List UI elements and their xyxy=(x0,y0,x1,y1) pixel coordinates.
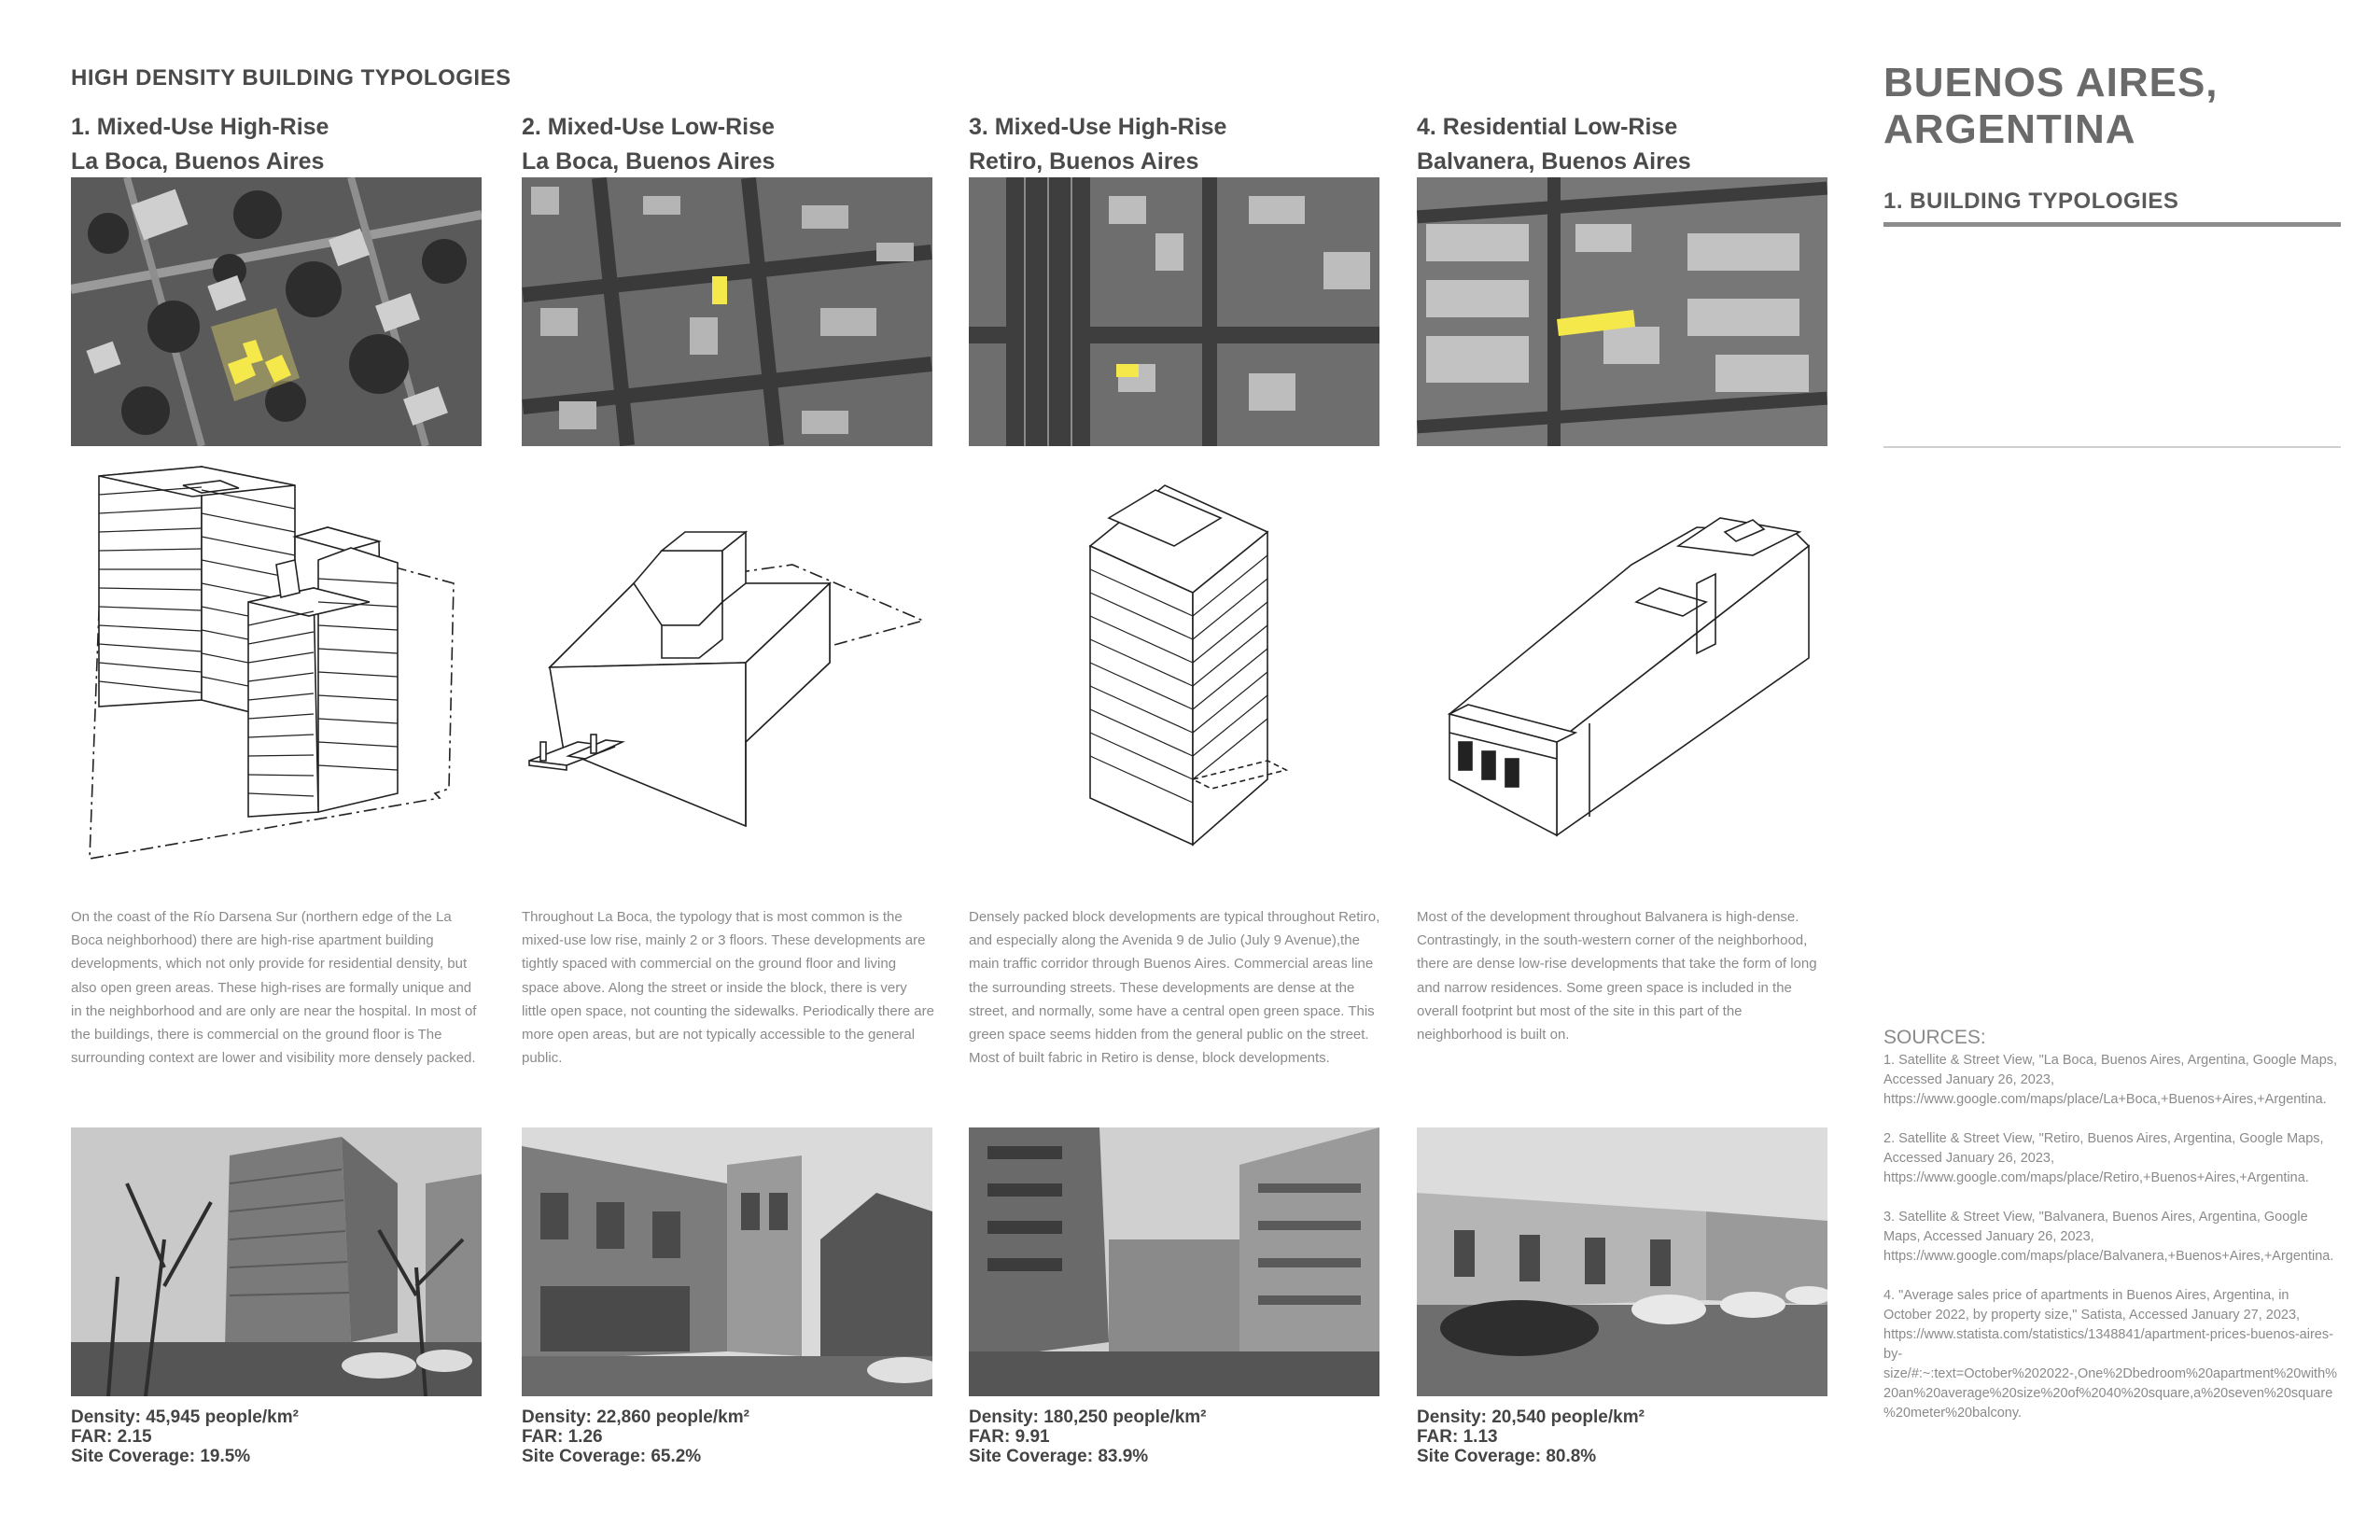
city-title-line: BUENOS AIRES, xyxy=(1883,60,2219,105)
satellite-image-3 xyxy=(969,177,1379,446)
site-coverage-value: Site Coverage: 83.9% xyxy=(969,1447,1149,1466)
typology-description: Most of the development throughout Balvanera is high-dense. Contrastingly, in the south-western corner of the neighborhood, there are dense low-rise developments that take the form of long and narrow residences. Some green space is included in the overall footprint but most of the site in this part of the neighborhood is built on. xyxy=(1417,909,1817,1043)
axonometric-drawing-3 xyxy=(969,462,1379,873)
axonometric-drawing-4 xyxy=(1417,462,1827,873)
divider xyxy=(1883,446,2341,448)
typology-title: 3. Mixed-Use High-Rise xyxy=(969,114,1227,140)
page-title: HIGH DENSITY BUILDING TYPOLOGIES xyxy=(71,65,511,91)
typology-stats-1 xyxy=(71,1407,482,1466)
typology-description: On the coast of the Río Darsena Sur (northern edge of the La Boca neighborhood) there are high-rise apartment building developments, which not only provide for residential density, but also open green areas. These high-rises are formally unique and in the neighborhood and are only are near the hospital. In most of the buildings, there is commercial on the ground floor is The surrounding context are lower and visibility more densely packed. xyxy=(71,909,477,1067)
typology-header-4 xyxy=(1417,110,1827,179)
street-view-image-4 xyxy=(1417,1127,1827,1396)
section-title: 1. BUILDING TYPOLOGIES xyxy=(1883,189,2179,214)
typology-title: 1. Mixed-Use High-Rise xyxy=(71,114,329,140)
far-value: FAR: 9.91 xyxy=(969,1427,1050,1447)
street-view-image-2 xyxy=(522,1127,932,1396)
typology-header-3 xyxy=(969,110,1379,179)
section-rule xyxy=(1883,222,2341,227)
typology-location: La Boca, Buenos Aires xyxy=(71,148,325,175)
typology-description: Densely packed block developments are typical throughout Retiro, and especially along the Avenida 9 de Julio (July 9 Avenue),the main traffic corridor through Buenos Aires. Commercial areas line the surrounding streets. These developments are dense at the street, and normally, some have a central open green space. This green space seems hidden from the general public on the street. Most of built fabric in Retiro is dense, block developments. xyxy=(969,909,1380,1067)
typology-location: Retiro, Buenos Aires xyxy=(969,148,1199,175)
street-view-image-1 xyxy=(71,1127,482,1396)
source-item: 4. "Average sales price of apartments in Buenos Aires, Argentina, in October 2022, by property size," Satista, Accessed January 27, 2023, https://www.statista.com/statistics/1348841/apartment-prices-buenos-aires-by-size/#:~:text=October%202022-,One%2Dbedroom%20apartment%20with%20an%20average%20size%20of%2040%20square,a%20seven%20square%20meter%20balcony. xyxy=(1883,1288,2338,1421)
far-value: FAR: 2.15 xyxy=(71,1427,152,1447)
source-item: 1. Satellite & Street View, "La Boca, Buenos Aires, Argentina, Google Maps, Accessed January 26, 2023, https://www.google.com/maps/place/La+Boca,+Buenos+Aires,+Argentina. xyxy=(1883,1053,2338,1107)
country-title-line: ARGENTINA xyxy=(1883,106,2136,152)
satellite-image-4 xyxy=(1417,177,1827,446)
sources-title: SOURCES: xyxy=(1883,1027,1986,1048)
typology-location: Balvanera, Buenos Aires xyxy=(1417,148,1691,175)
typology-stats-3 xyxy=(969,1407,1379,1466)
satellite-image-2 xyxy=(522,177,932,446)
density-value: Density: 45,945 people/km² xyxy=(71,1407,299,1427)
city-title xyxy=(1883,60,2219,153)
density-value: Density: 180,250 people/km² xyxy=(969,1407,1207,1427)
typology-location: La Boca, Buenos Aires xyxy=(522,148,776,175)
typology-title: 4. Residential Low-Rise xyxy=(1417,114,1678,140)
density-value: Density: 20,540 people/km² xyxy=(1417,1407,1645,1427)
site-coverage-value: Site Coverage: 19.5% xyxy=(71,1447,251,1466)
typology-title: 2. Mixed-Use Low-Rise xyxy=(522,114,775,140)
density-value: Density: 22,860 people/km² xyxy=(522,1407,749,1427)
typology-header-2 xyxy=(522,110,932,179)
far-value: FAR: 1.26 xyxy=(522,1427,603,1447)
street-view-image-3 xyxy=(969,1127,1379,1396)
sources-list xyxy=(1883,1051,2341,1443)
axonometric-drawing-2 xyxy=(522,462,932,873)
site-coverage-value: Site Coverage: 65.2% xyxy=(522,1447,702,1466)
typology-description: Throughout La Boca, the typology that is most common is the mixed-use low rise, mainly 2 or 3 floors. These developments are tightly spaced with commercial on the ground floor and living space above. Along the street or inside the block, there is very little open space, not counting the sidewalks. Periodically there are more open areas, but are not typically accessible to the general public. xyxy=(522,909,934,1067)
far-value: FAR: 1.13 xyxy=(1417,1427,1498,1447)
axonometric-drawing-1 xyxy=(71,462,482,873)
site-coverage-value: Site Coverage: 80.8% xyxy=(1417,1447,1597,1466)
source-item: 3. Satellite & Street View, "Balvanera, Buenos Aires, Argentina, Google Maps, Accessed January 26, 2023, https://www.google.com/maps/place/Balvanera,+Buenos+Aires,+Argentina. xyxy=(1883,1210,2334,1264)
satellite-image-1 xyxy=(71,177,482,446)
typology-header-1 xyxy=(71,110,482,179)
typology-stats-4 xyxy=(1417,1407,1827,1466)
typology-stats-2 xyxy=(522,1407,932,1466)
source-item: 2. Satellite & Street View, "Retiro, Buenos Aires, Argentina, Google Maps, Accessed January 26, 2023, https://www.google.com/maps/place/Retiro,+Buenos+Aires,+Argentina. xyxy=(1883,1131,2324,1185)
